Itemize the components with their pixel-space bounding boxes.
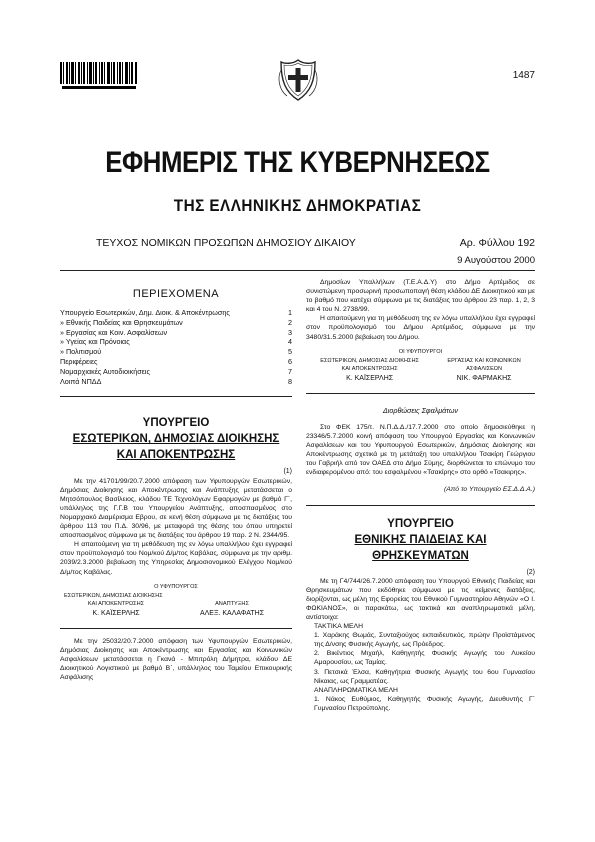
decision-paragraph: Η απαιτούμενη για τη μεθόδευση της εν λόγω υπαλλήλου έχει εγγραφεί στον προϋπολογισμό του Νομ/κού Δ/μ/τος Καβάλας, σύμφωνα με την αριθμ. 2039/2.3.2000 βεβαίωση της Υπηρεσίας Δημοσιονομικού Ελέγχου Νομ/κού Δ/μ/τος Καβάλας. [60,541,292,576]
decision-paragraph: Με την 25032/20.7.2000 απόφαση των Υφυπουργών Εσωτερικών, Δημόσιας Διοίκησης και Αποκέντρωσης και Εργασίας και Κοινωνικών Ασφαλίσεων μετατάσσεται η Γκανά - Μπιτρόλη Δήμητρα, κλάδου ΔΕ Διοικητικού Λογιστικού με βαθμό Β΄, υπάλληλος του Ταμείου Επικουρικής Ασφάλισης [60,637,292,682]
decision-paragraph: Δημοσίων Υπαλλήλων (Τ.Ε.Α.Δ.Υ) στο Δήμο Αρτέμιδος σε συνιστώμενη προσωρινή προσωποπαγή θέση κλάδου ΔΕ Διοικητικού και με το βαθμό που κατέχει σύμφωνα με τις διατάξεις του άρθρου 23 παρ. 1, 2, 3 και 4 του Ν. 2738/99. [306,279,535,314]
section-divider [306,505,535,506]
contents-row: Υπουργείο Εσωτερικών, Δημ. Διοικ. & Αποκέντρωσης 1 [60,308,292,318]
correction-paragraph: Στο ΦΕΚ 175/τ. Ν.Π.Δ.Δ./17.7.2000 στο οποίο δημοσιεύθηκε η 23346/5.7.2000 κοινή απόφαση του Υπουργού Εργασίας και Κοινωνικών Ασφαλίσεων και του Υφυπουργού Εσωτερικών, Δημόσιας Διοίκησης και Αποκέντρωσης σχετικά με τη μετάταξη του υπαλλήλου Τσακίρη Γεώργιου του Γαβριήλ από τον ΟΑΕΔ στο Δήμο Σύμης, διορθώνεται το επώνυμο του ενδιαφερομένου από: του εσφαλμένου «Τσακίρης» στο ορθό «Τσακιρης». [306,423,535,477]
left-column [60,278,292,682]
header-rule [60,270,535,271]
contents-row: Περιφέρειες 6 [60,357,292,367]
issue-date: 9 Αυγούστου 2000 [457,255,535,266]
coat-of-arms-emblem [277,58,319,102]
contents-row: » Εθνικής Παιδείας και Θρησκευμάτων 2 [60,317,292,327]
right-column [306,278,535,713]
gazette-title: ΕΦΗΜΕΡΙΣ ΤΗΣ ΚΥΒΕΡΝΗΣΕΩΣ [105,146,490,179]
page-number: 1487 [512,70,535,81]
signature-caption: ΟΙ ΥΦΥΠΟΥΡΓΟΙ [398,348,443,355]
source-note: (Από το Υπουργείο ΕΣ.Δ.Δ.Α.) [443,486,535,494]
contents-list [60,308,292,386]
ministry-heading: ΥΠΟΥΡΓΕΙΟ ΕΣΩΤΕΡΙΚΩΝ, ΔΗΜΟΣΙΑΣ ΔΙΟΙΚΗΣΗΣ ΚΑΙ ΑΠΟΚΕΝΤΡΩΣΗΣ [72,417,280,462]
signature-block: ΕΣΩΤΕΡΙΚΩΝ, ΔΗΜΟΣΙΑΣ ΔΙΟΙΚΗΣΗΣ ΚΑΙ ΑΠΟΚΕΝΤΡΩΣΗΣ Κ. ΚΑΪΣΕΡΛΗΣ ΕΡΓΑΣΙΑΣ ΚΑΙ ΚΟΙΝΩΝΙΚΩΝ ΑΣΦΑΛΙΣΕΩΝ ΝΙΚ. ΦΑΡΜΑΚΗΣ [320,357,521,382]
list-title: ΑΝΑΠΛΗΡΩΜΑΤΙΚΑ ΜΕΛΗ [314,686,398,694]
issue-series: ΤΕΥΧΟΣ ΝΟΜΙΚΩΝ ΠΡΟΣΩΠΩΝ ΔΗΜΟΣΙΟΥ ΔΙΚΑΙΟΥ [96,237,356,249]
section-divider [60,396,292,397]
gazette-subtitle: ΤΗΣ ΕΛΛΗΝΙΚΗΣ ΔΗΜΟΚΡΑΤΙΑΣ [173,196,422,215]
contents-title: ΠΕΡΙΕΧΟΜΕΝΑ [132,288,220,300]
list-title: ΤΑΚΤΙΚΑ ΜΕΛΗ [314,623,363,631]
corrections-title: Διορθώσεις Σφαλμάτων [382,405,459,415]
list-item: 2. Βικέντιος Μιχαήλ, Καθηγητής Φυσικής Αγωγής του Λυκείου Αμαρουσίου, ως Ταμίας. [314,650,535,667]
contents-row: » Πολιτισμού 5 [60,347,292,357]
signatory-name: ΑΛΕΞ. ΚΑΛΑΦΑΤΗΣ [199,609,265,617]
signature-block: ΚΑΙ ΑΠΟΚΕΝΤΡΩΣΗΣ Κ. ΚΑΪΣΕΡΛΗΣ ΑΝΑΠΤΥΞΗΣ ΑΛΕΞ. ΚΑΛΑΦΑΤΗΣ [87,600,265,617]
sheet-number: Αρ. Φύλλου 192 [459,237,535,249]
contents-row: Λοιπά ΝΠΔΔ 8 [60,376,292,386]
list-item: 1. Νάκος Ευθύμιος, Καθηγητής Φυσικής Αγωγής, Διευθυντής Γ΄ Γυμνασίου Πετρούπολης. [314,695,535,712]
section-divider [60,628,292,629]
list-item: 1. Χαράκης Θωμάς, Συνταξιούχος εκπαιδευτικός, πρώην Προϊστάμενος της Δ/νσης Φυσικής Αγωγής, ως Πρόεδρος. [314,632,535,649]
signatory-name: Κ. ΚΑΪΣΕΡΛΗΣ [92,609,140,617]
decision-paragraph: Με την 41701/99/20.7.2000 απόφαση των Υφυπουργών Εσωτερικών, Δημόσιας Διοίκησης και Αποκέντρωσης και Ανάπτυξης μετατάσσεται ο Μητσόπουλος Βασίλειος, κλάδου ΤΕ Τεχνολόγων Εφαρμογών με βαθμό Γ΄, υπάλληλος της Γ.Γ.Β του Υπουργείου Ανάπτυξης, αποσπασμένος στο Νομαρχιακό Διαμέρισμα Εβρου, σε κενή θέση σύμφωνα με τις διατάξεις του άρθρου 113 του Π.Δ. 30/96, με μεταφορά της θέσης του όπου υπηρετεί αποσπασμένος σύμφωνα με τις διατάξεις του άρθρου 19 παρ. 2 Ν. 2344/95. [60,477,292,540]
decision-number: (1) [283,468,292,476]
list-item: 3. Πετσικά Έλσα, Καθηγήτρια Φυσικής Αγωγής του 6ου Γυμνασίου Νίκαιας, ως Γραμματέας. [314,668,535,685]
decision-number: (2) [526,568,535,576]
ministry-heading: ΥΠΟΥΡΓΕΙΟ ΕΘΝΙΚΗΣ ΠΑΙΔΕΙΑΣ ΚΑΙ ΘΡΗΣΚΕΥΜΑΤΩΝ [354,517,487,562]
decision-paragraph: Με τη Γ4/744/26.7.2000 απόφαση του Υπουργού Εθνικής Παιδείας και Θρησκευμάτων που εκδόθηκε σύμφωνα με τις κείμενες διατάξεις, διορίζονται, ως μέλη της Εφορείας του Εθνικού Γυμναστηρίου Αθηνών «Ο Ι. ΦΩΚΙΑΝΟΣ», οι παρακάτω, ως τακτικά και αναπληρωματικά μέλη, αντίστοιχα: [306,577,535,621]
contents-row: » Εργασίας και Κοιν. Ασφαλίσεων 3 [60,327,292,337]
decision-paragraph: Η απαιτούμενη για τη μεθόδευση της εν λόγω υπαλλήλου έχει εγγραφεί στον προϋπολογισμό του Δήμου Αρτέμιδος, σύμφωνα με την 3480/31.5.2000 βεβαίωση του Δήμου. [306,315,535,341]
barcode-image [60,62,138,92]
signature-ministry: ΕΣΩΤΕΡΙΚΩΝ, ΔΗΜΟΣΙΑΣ ΔΙΟΙΚΗΣΗΣ [64,592,163,599]
contents-row: Νομαρχιακές Αυτοδιοικήσεις 7 [60,366,292,376]
section-divider [306,393,535,394]
signatory-name: ΝΙΚ. ΦΑΡΜΑΚΗΣ [456,374,512,382]
signature-caption: Ο ΥΦΥΠΟΥΡΓΟΣ [154,583,198,590]
signatory-name: Κ. ΚΑΪΣΕΡΛΗΣ [346,374,394,382]
contents-row: » Υγείας και Πρόνοιας 4 [60,337,292,347]
